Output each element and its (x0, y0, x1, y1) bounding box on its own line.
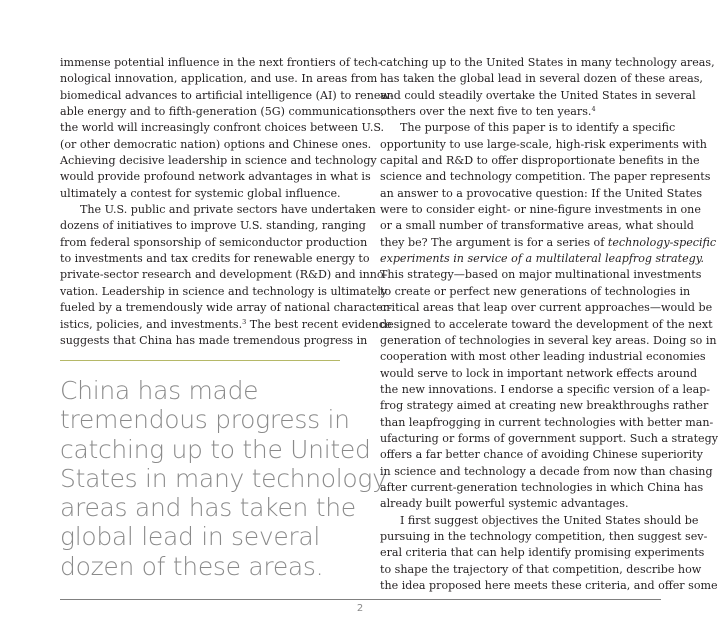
text-line: in science and technology a decade from now than chasing (380, 464, 713, 478)
text-line: critical areas that leap over current approaches—would be (380, 301, 713, 315)
text-line: vation. Leadership in science and technology is ultimately (60, 284, 388, 298)
text-line: designed to accelerate toward the development of the next (380, 317, 713, 331)
text-line: fueled by a tremendously wide array of national character- (60, 301, 392, 315)
text-line: catching up to the United States in many technology areas, (380, 56, 715, 69)
text-line: This strategy—based on major multinational investments (380, 268, 702, 282)
text-fragment: they be? The argument is for a series of (380, 235, 608, 249)
text-line: would provide profound network advantages in what is (60, 170, 371, 184)
right-column (380, 55, 718, 594)
text-line: than leapfrogging in current technologies with better man- (380, 415, 714, 429)
text-line: were to consider eight- or nine-figure investments in one (380, 203, 701, 217)
text-line: has taken the global lead in several dozen of these areas, (380, 72, 703, 86)
footer-rule (60, 599, 661, 600)
text-line: generation of technologies in several key areas. Doing so in (380, 333, 717, 347)
text-line: suggests that China has made tremendous progress in (60, 333, 368, 347)
text-line: frog strategy aimed at creating new breakthroughs rather (380, 399, 709, 413)
text-line: science and technology competition. The paper represents (380, 170, 711, 184)
text-line: Achieving decisive leadership in science and technology (60, 154, 377, 168)
text-line: The U.S. public and private sectors have undertaken (80, 203, 376, 217)
text-line: (or other democratic nation) options and Chinese ones. (60, 137, 372, 151)
text-line: the new innovations. I endorse a specific version of a leap- (380, 382, 711, 396)
text-line: from federal sponsorship of semiconductor production (60, 235, 368, 249)
pull-quote-line: catching up to the United (60, 434, 371, 464)
left-paragraph-1 (60, 55, 394, 202)
text-line: I first suggest objectives the United States should be (400, 513, 699, 527)
text-line: pursuing in the technology competition, then suggest sev- (380, 529, 708, 543)
left-column (60, 55, 394, 349)
text-line: able energy and to fifth-generation (5G) communications, (60, 105, 385, 119)
pull-quote-line: areas and has taken the (60, 493, 356, 523)
text-line: to shape the trajectory of that competition, describe how (380, 562, 702, 576)
emphasis-text: technology-specific (607, 235, 717, 249)
text-fragment: The best recent evidence (246, 317, 392, 331)
footnote-marker-4[interactable]: 4 (591, 105, 596, 114)
left-paragraph-2 (60, 202, 392, 349)
text-line: The purpose of this paper is to identify a specific (400, 121, 676, 135)
text-line: to investments and tax credits for renewable energy to (60, 252, 370, 266)
text-line: nological innovation, application, and use. In areas from (60, 72, 378, 86)
right-paragraph-2 (380, 120, 718, 512)
right-paragraph-3 (380, 513, 718, 595)
text-line: and could steadily overtake the United States in several (380, 88, 696, 102)
text-line: an answer to a provocative question: If the United States (380, 186, 703, 200)
text-line: the idea proposed here meets these criteria, and offer some (380, 579, 718, 592)
text-line: ultimately a contest for systemic global influence. (60, 186, 341, 200)
pull-quote-line: States in many technology (60, 463, 387, 493)
text-line (380, 235, 717, 251)
text-line: after current-generation technologies in which China has (380, 480, 704, 494)
text-line: cooperation with most other leading industrial economies (380, 350, 706, 364)
emphasis-text: experiments in service of a multilateral leapfrog strategy. (380, 252, 705, 266)
text-line: eral criteria that can help identify promising experiments (380, 546, 705, 560)
text-line (380, 104, 662, 120)
text-line: already built powerful systemic advantages. (380, 497, 629, 511)
text-line: ufacturing or forms of government support. Such a strategy (380, 431, 718, 445)
text-line: would serve to lock in important network effects around (380, 366, 698, 380)
text-line: or a small number of transformative areas, what should (380, 219, 694, 233)
text-line: biomedical advances to artificial intelligence (AI) to renew- (60, 88, 394, 102)
text-line: dozens of initiatives to improve U.S. standing, ranging (60, 219, 366, 233)
text-line: private-sector research and development (R&D) and inno- (60, 268, 388, 282)
right-paragraph-1 (380, 55, 715, 120)
text-line: to create or perfect new generations of technologies in (380, 284, 691, 298)
page-number: 2 (356, 603, 364, 614)
pull-quote-line: tremendous progress in (60, 405, 350, 435)
pull-quote-line: China has made (60, 376, 259, 405)
text-line: opportunity to use large-scale, high-risk experiments with (380, 137, 707, 151)
text-fragment: others over the next five to ten years. (380, 105, 592, 119)
text-line (60, 317, 392, 333)
text-line: immense potential influence in the next frontiers of tech- (60, 56, 382, 69)
text-line: the world will increasingly confront choices between U.S. (60, 121, 385, 135)
text-line: offers a far better chance of avoiding Chinese superiority (380, 448, 703, 462)
pull-quote-line: dozen of these areas. (60, 551, 324, 581)
pull-quote-divider (60, 360, 340, 361)
footnote-marker-3[interactable]: 3 (242, 317, 247, 326)
text-line: capital and R&D to offer disproportionate benefits in the (380, 154, 700, 168)
text-fragment: istics, policies, and investments. (60, 317, 243, 331)
pull-quote (60, 376, 387, 581)
pull-quote-line: global lead in several (60, 522, 321, 552)
